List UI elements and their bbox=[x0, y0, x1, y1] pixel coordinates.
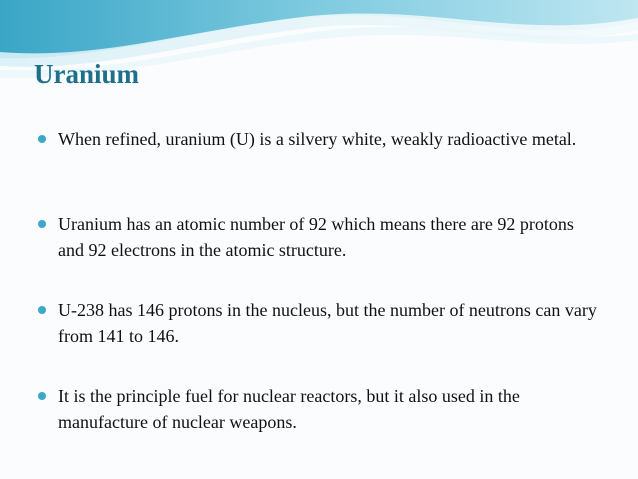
bullet-text: Uranium has an atomic number of 92 which means there are 92 protons and 92 electrons in the atomic structure. bbox=[58, 214, 574, 260]
bullet-marker-icon bbox=[38, 135, 46, 143]
bullet-text: It is the principle fuel for nuclear reactors, but it also used in the manufacture of nuclear weapons. bbox=[58, 386, 520, 432]
slide-title: Uranium bbox=[34, 59, 140, 89]
bullet-marker-icon bbox=[38, 392, 46, 400]
bullet-item bbox=[38, 383, 598, 435]
bullet-marker-icon bbox=[38, 306, 46, 314]
bullet-marker-icon bbox=[38, 220, 46, 228]
bullet-text: When refined, uranium (U) is a silvery white, weakly radioactive metal. bbox=[58, 129, 577, 149]
bullet-item bbox=[38, 126, 598, 152]
bullet-text: U-238 has 146 protons in the nucleus, but the number of neutrons can vary from 141 to 146. bbox=[58, 300, 597, 346]
bullet-item bbox=[38, 297, 598, 349]
bullet-item bbox=[38, 211, 598, 263]
